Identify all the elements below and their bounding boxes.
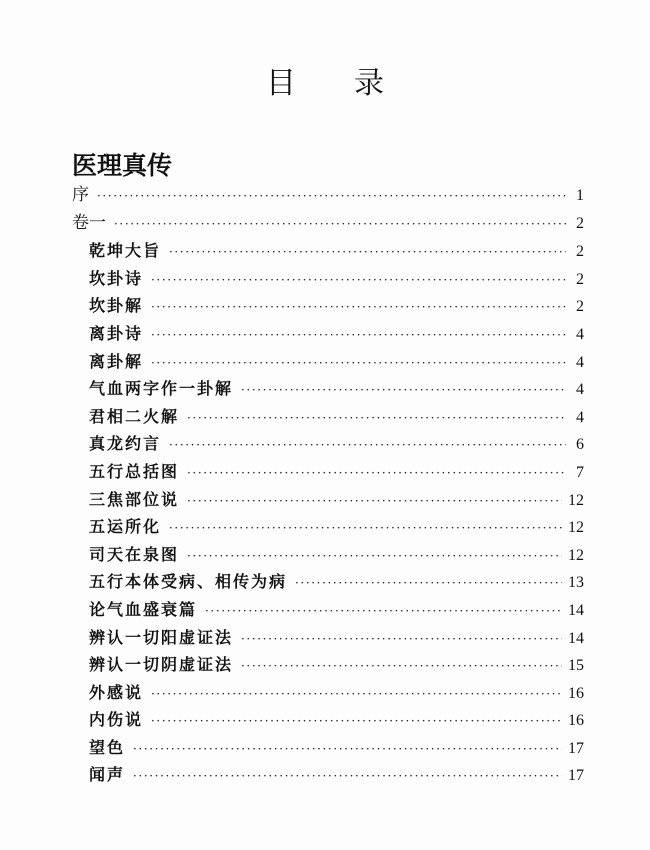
toc-entry-page: 15 (568, 657, 584, 675)
toc-entry-page: 1 (576, 187, 584, 204)
toc-entry-label: 坎卦诗 (89, 268, 144, 288)
toc-entry-page: 4 (576, 325, 584, 343)
toc-entry-label: 五运所化 (89, 517, 162, 537)
toc-entry[interactable] (72, 706, 584, 734)
toc-entry[interactable] (72, 679, 584, 707)
toc-entry-page: 2 (576, 298, 584, 316)
toc-entry-page: 13 (568, 574, 584, 592)
dot-leader (151, 681, 562, 709)
toc-entry-label: 乾坤大旨 (89, 241, 162, 261)
dot-leader (187, 460, 566, 488)
toc-entry-label: 真龙约言 (89, 434, 162, 454)
dot-leader (133, 763, 562, 791)
toc-entry-label: 五行本体受病、相传为病 (89, 572, 288, 592)
toc-entry[interactable] (72, 320, 584, 348)
toc-entry[interactable] (72, 541, 584, 569)
dot-leader (169, 239, 566, 267)
dot-leader (151, 267, 566, 295)
toc-entry-page: 17 (568, 739, 584, 757)
dot-leader (151, 322, 566, 350)
toc-entry-page: 14 (568, 601, 584, 619)
dot-leader (151, 708, 562, 736)
dot-leader (241, 377, 566, 405)
toc-entry[interactable] (72, 182, 584, 210)
toc-entry-page: 16 (568, 712, 584, 730)
toc-entry-label: 坎卦解 (89, 296, 144, 316)
dot-leader (295, 570, 562, 598)
toc-entry-label: 五行总括图 (89, 461, 180, 481)
toc-entry[interactable] (72, 210, 584, 238)
toc-entry[interactable] (72, 458, 584, 486)
toc-entry[interactable] (72, 403, 584, 431)
toc-entry-label: 外感说 (89, 682, 144, 702)
toc-entry[interactable] (72, 265, 584, 293)
toc-entry-page: 16 (568, 684, 584, 702)
table-of-contents (72, 182, 584, 789)
toc-entry[interactable] (72, 596, 584, 624)
toc-entry[interactable] (72, 237, 584, 265)
page-title-char-1: 目 (266, 66, 296, 101)
toc-entry-label: 气血两字作一卦解 (89, 379, 234, 399)
toc-entry[interactable] (72, 430, 584, 458)
toc-entry-label: 辨认一切阳虚证法 (89, 627, 234, 647)
toc-entry-label: 卷一 (72, 212, 106, 233)
toc-entry[interactable] (72, 734, 584, 762)
toc-entry[interactable] (72, 651, 584, 679)
toc-entry[interactable] (72, 568, 584, 596)
toc-entry-page: 4 (576, 381, 584, 399)
dot-leader (205, 598, 562, 626)
dot-leader (187, 488, 562, 516)
dot-leader (151, 350, 566, 378)
toc-entry-page: 4 (576, 408, 584, 426)
toc-entry[interactable] (72, 513, 584, 541)
toc-entry-page: 14 (568, 629, 584, 647)
dot-leader (169, 515, 562, 543)
toc-entry[interactable] (72, 624, 584, 652)
toc-entry-label: 望色 (89, 737, 126, 757)
toc-entry-page: 17 (568, 767, 584, 785)
toc-entry-page: 12 (568, 519, 584, 537)
toc-entry-label: 论气血盛衰篇 (89, 599, 198, 619)
toc-entry[interactable] (72, 761, 584, 789)
dot-leader (241, 653, 562, 681)
toc-entry-label: 闻声 (89, 765, 126, 785)
toc-entry-page: 2 (576, 214, 584, 232)
toc-entry-label: 内伤说 (89, 710, 144, 730)
toc-entry[interactable] (72, 486, 584, 514)
toc-entry-page: 2 (576, 243, 584, 261)
toc-entry-page: 2 (576, 270, 584, 288)
toc-entry-page: 7 (576, 463, 584, 481)
book-title: 医理真传 (72, 151, 173, 180)
page-title (0, 58, 650, 102)
dot-leader (133, 736, 562, 764)
toc-entry[interactable] (72, 348, 584, 376)
dot-leader (241, 626, 562, 654)
dot-leader (187, 543, 562, 571)
toc-entry-page: 12 (568, 491, 584, 509)
toc-entry-page: 12 (568, 546, 584, 564)
page-title-char-2: 录 (354, 66, 384, 101)
toc-entry-label: 序 (72, 185, 89, 205)
dot-leader (169, 432, 566, 460)
toc-entry[interactable] (72, 292, 584, 320)
dot-leader (114, 211, 566, 239)
toc-entry-label: 司天在泉图 (89, 544, 180, 564)
toc-entry[interactable] (72, 375, 584, 403)
toc-entry-label: 三焦部位说 (89, 489, 180, 509)
toc-entry-page: 4 (576, 353, 584, 371)
toc-entry-page: 6 (576, 436, 584, 454)
dot-leader (151, 294, 566, 322)
toc-entry-label: 离卦诗 (89, 323, 144, 343)
dot-leader (187, 405, 566, 433)
toc-entry-label: 离卦解 (89, 351, 144, 371)
toc-entry-label: 君相二火解 (89, 406, 180, 426)
dot-leader (97, 183, 566, 211)
toc-entry-label: 辨认一切阴虚证法 (89, 655, 234, 675)
